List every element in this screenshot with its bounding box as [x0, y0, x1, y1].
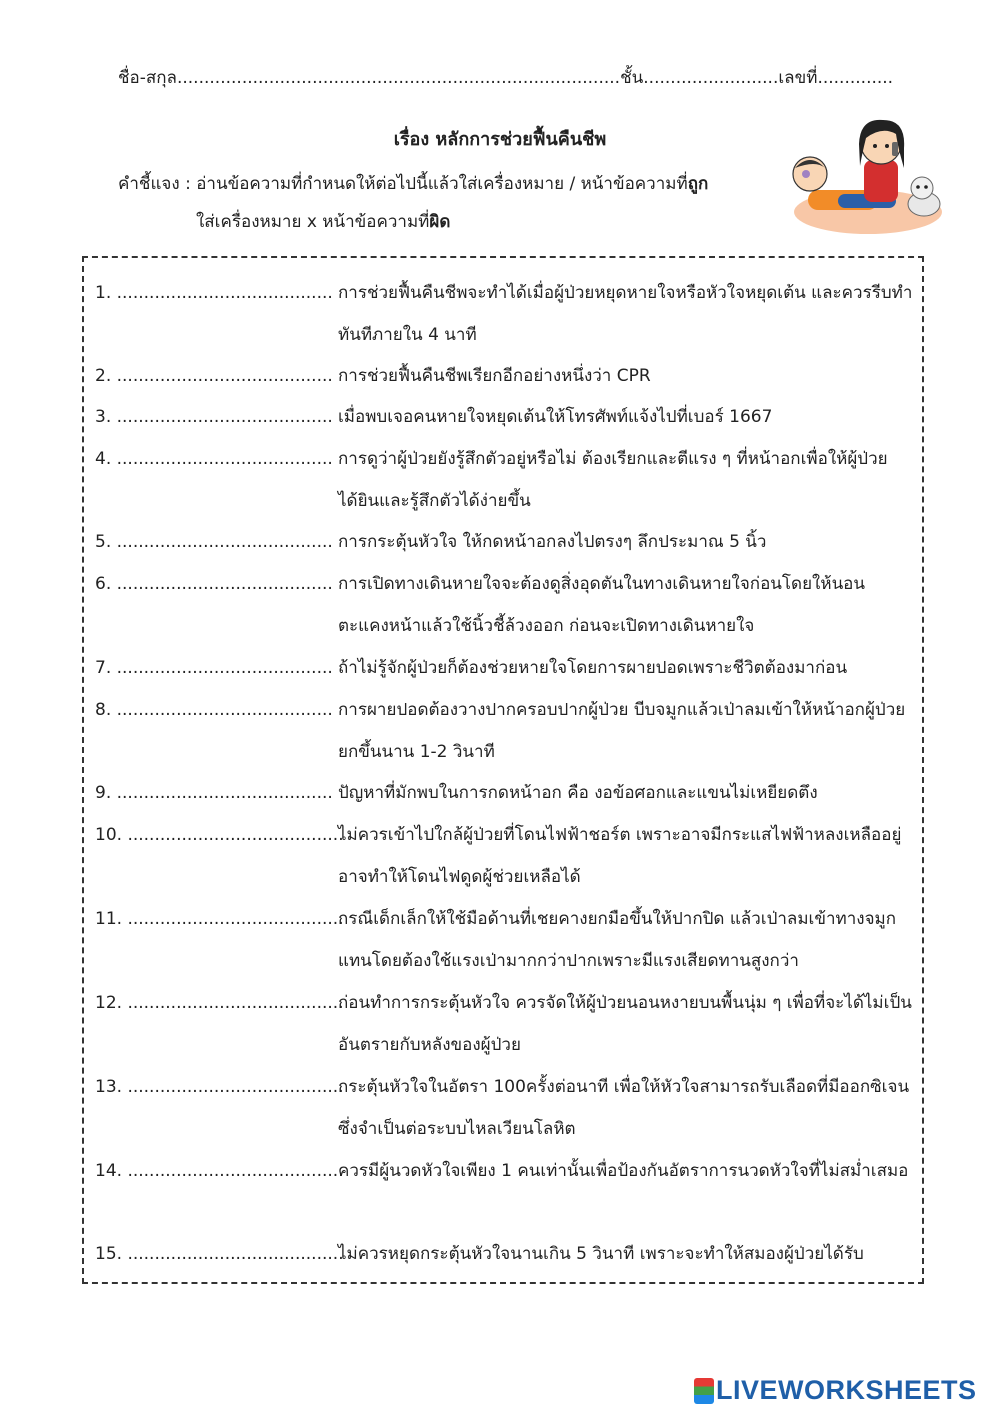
instruction-wrong-word: ผิด — [429, 212, 451, 232]
statement-10: ไม่ควรเข้าไปใกล้ผู้ป่วยที่โดนไฟฟ้าชอร์ต เพราะอาจมีกระแสไฟฟ้าหลงเหลืออยู่อาจทำให้โดนไฟดูดผู้ช่วยเหลือได้ — [338, 825, 902, 887]
answer-blank-5[interactable]: 5. ........................................ — [95, 532, 333, 552]
liveworksheets-logo — [694, 1375, 977, 1406]
statement-6: การเปิดทางเดินหายใจจะต้องดูสิ่งอุดตันในทางเดินหายใจก่อนโดยให้นอนตะแคงหน้าแล้วใช้นิ้วชี้ล้วงออก ก่อนจะเปิดทางเดินหายใจ — [338, 574, 866, 636]
answer-blank-10[interactable]: 10. ........................................ — [95, 825, 344, 845]
statement-5: การกระตุ้นหัวใจ ให้กดหน้าอกลงไปตรงๆ ลึกประมาณ 5 นิ้ว — [338, 532, 767, 552]
statement-8: การผายปอดต้องวางปากครอบปากผู้ป่วย บีบจมูกแล้วเป่าลมเข้าให้หน้าอกผู้ป่วยยกขึ้นนาน 1-2 วินาที — [338, 700, 906, 762]
name-field[interactable]: .................................................................................. — [176, 68, 621, 88]
statement-13: กระตุ้นหัวใจในอัตรา 100ครั้งต่อนาที เพื่อให้หัวใจสามารถรับเลือดที่มีออกซิเจน ซึ่งจำเป็นต่อระบบไหลเวียนโลหิต — [338, 1077, 910, 1139]
answer-blank-2[interactable]: 2. ........................................ — [95, 366, 333, 386]
answer-blank-1[interactable]: 1. ........................................ — [95, 283, 333, 303]
answer-blank-12[interactable]: 12. ........................................ — [95, 993, 344, 1013]
cpr-illustration — [786, 108, 946, 240]
statement-7: ถ้าไม่รู้จักผู้ป่วยก็ต้องช่วยหายใจโดยการผายปอดเพราะชีวิตต้องมาก่อน — [338, 658, 848, 678]
instruction-correct-word: ถูก — [687, 174, 709, 194]
number-label: เลขที่ — [778, 68, 818, 88]
statement-12: ก่อนทำการกระตุ้นหัวใจ ควรจัดให้ผู้ป่วยนอนหงายบนพื้นนุ่ม ๆ เพื่อที่จะได้ไม่เป็นอันตรายกับหลังของผู้ป่วย — [338, 993, 912, 1055]
student-info-line — [118, 64, 893, 91]
instruction-line-2 — [196, 208, 450, 235]
statement-3: เมื่อพบเจอคนหายใจหยุดเต้นให้โทรศัพท์แจ้งไปที่เบอร์ 1667 — [338, 407, 773, 427]
answer-blank-4[interactable]: 4. ........................................ — [95, 449, 333, 469]
answer-blank-7[interactable]: 7. ........................................ — [95, 658, 333, 678]
answer-blank-14[interactable]: 14. ........................................ — [95, 1161, 344, 1181]
statement-14: ควรมีผู้นวดหัวใจเพียง 1 คนเท่านั้นเพื่อป้องกันอัตราการนวดหัวใจที่ไม่สม่ำเสมอ — [338, 1161, 909, 1181]
instruction-line-1 — [118, 170, 708, 197]
class-label: ชั้น — [620, 68, 644, 88]
class-field[interactable]: ......................... — [643, 68, 779, 88]
answer-blank-3[interactable]: 3. ........................................ — [95, 407, 333, 427]
answer-blank-15[interactable]: 15. ........................................ — [95, 1244, 344, 1264]
liveworksheets-logo-text: LIVEWORKSHEETS — [716, 1375, 977, 1405]
answer-blank-9[interactable]: 9. ........................................ — [95, 783, 333, 803]
statement-11: กรณีเด็กเล็กให้ใช้มือด้านที่เชยคางยกมือขึ้นให้ปากปิด แล้วเป่าลมเข้าทางจมูกแทนโดยต้องใช้แรงเป่ามากกว่าปากเพราะมีแรงเสียดทานสูงกว่า — [338, 909, 897, 971]
answer-blank-8[interactable]: 8. ........................................ — [95, 700, 333, 720]
number-field[interactable]: .............. — [817, 68, 894, 88]
statement-4: การดูว่าผู้ป่วยยังรู้สึกตัวอยู่หรือไม่ ต้องเรียกและตีแรง ๆ ที่หน้าอกเพื่อให้ผู้ป่วยได้ยินและรู้สึกตัวได้ง่ายขึ้น — [338, 449, 888, 511]
statement-2: การช่วยฟื้นคืนชีพเรียกอีกอย่างหนึ่งว่า CPR — [338, 366, 651, 386]
answer-blank-11[interactable]: 11. ........................................ — [95, 909, 344, 929]
instruction-text-1: คำชี้แจง : อ่านข้อความที่กำหนดให้ต่อไปนี้แล้วใส่เครื่องหมาย / หน้าข้อความที่ — [118, 174, 688, 194]
statement-1: การช่วยฟื้นคืนชีพจะทำได้เมื่อผู้ป่วยหยุดหายใจหรือหัวใจหยุดเต้น และควรรีบทำทันทีภายใน 4 นาที — [338, 283, 913, 345]
name-label: ชื่อ-สกุล — [118, 68, 177, 88]
worksheet-title: เรื่อง หลักการช่วยฟื้นคืนชีพ — [393, 129, 607, 150]
instruction-text-2: ใส่เครื่องหมาย x หน้าข้อความที่ — [196, 212, 430, 232]
liveworksheets-badge-icon — [694, 1378, 714, 1404]
statement-15: ไม่ควรหยุดกระตุ้นหัวใจนานเกิน 5 วินาที เพราะจะทำให้สมองผู้ป่วยได้รับ — [338, 1244, 864, 1264]
statement-9: ปัญหาที่มักพบในการกดหน้าอก คือ งอข้อศอกและแขนไม่เหยียดตึง — [338, 783, 818, 803]
answer-blank-6[interactable]: 6. ........................................ — [95, 574, 333, 594]
answer-blank-13[interactable]: 13. ........................................ — [95, 1077, 344, 1097]
